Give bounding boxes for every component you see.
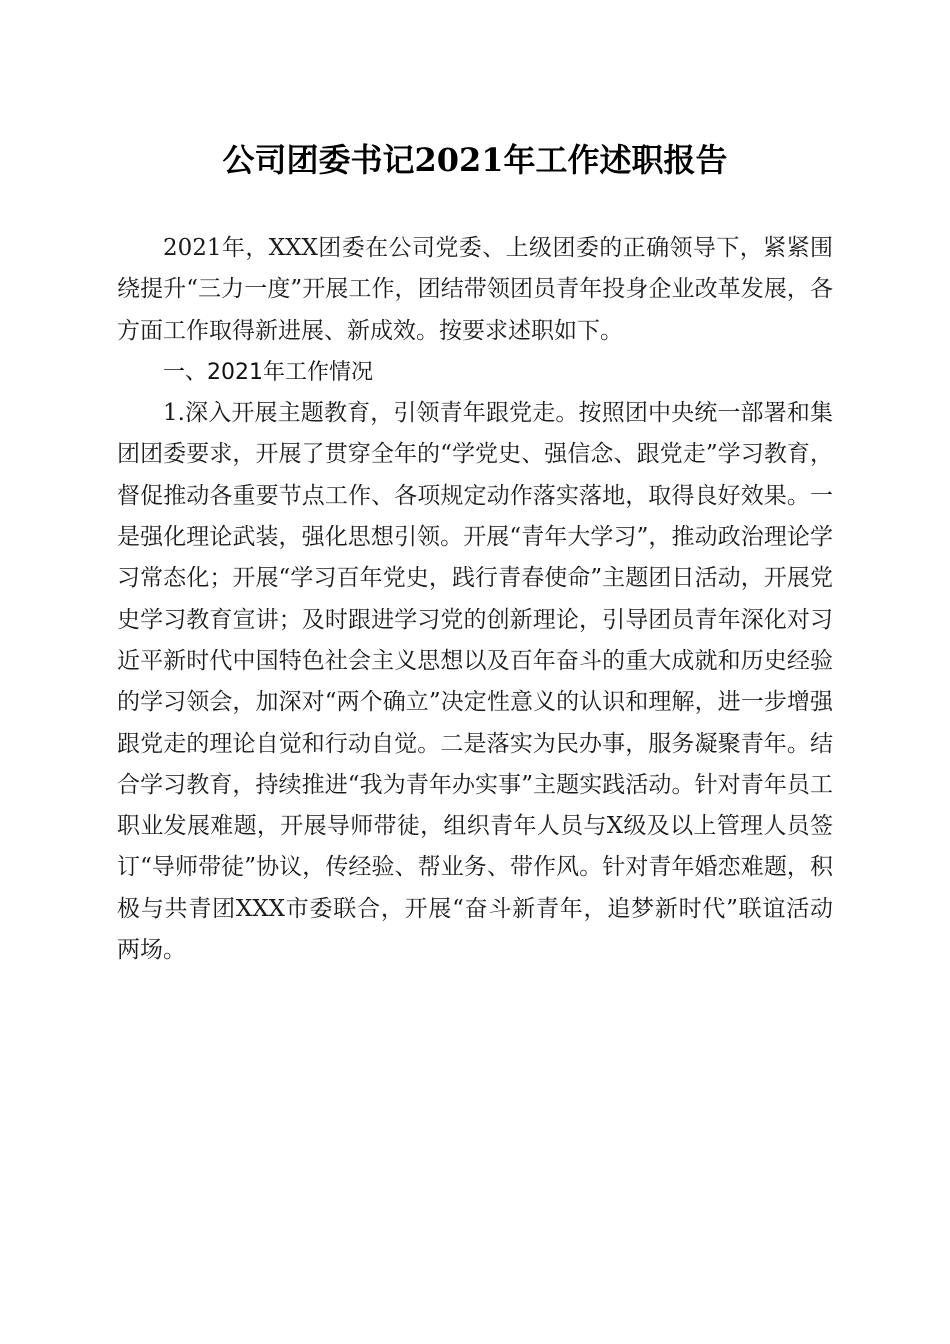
item-paragraph: 1.深入开展主题教育，引领青年跟党走。按照团中央统一部署和集团团委要求，开展了贯穿全年的“学党史、强信念、跟党走”学习教育，督促推动各重要节点工作、各项规定动作落实落地，取得良好效果。一是强化理论武装，强化思想引领。开展“青年大学习”，推动政治理论学习常态化；开展“学习百年党史，践行青春使命”主题团日活动，开展党史学习教育宣讲；及时跟进学习党的创新理论，引导团员青年深化对习近平新时代中国特色社会主义思想以及百年奋斗的重大成就和历史经验的学习领会，加深对“两个确立”决定性意义的认识和理解，进一步增强跟党走的理论自觉和行动自觉。二是落实为民办事，服务凝聚青年。结合学习教育，持续推进“我为青年办实事”主题实践活动。针对青年员工职业发展难题，开展导师带徒，组织青年人员与X级及以上管理人员签订“导师带徒”协议，传经验、帮业务、带作风。针对青年婚恋难题，积极与共青团XXX市委联合，开展“奋斗新青年，追梦新时代”联谊活动两场。 — [117, 400, 833, 964]
section-heading: 一、2021年工作情况 — [163, 359, 373, 385]
document-title: 公司团委书记2021年工作述职报告 — [222, 141, 728, 179]
document-body — [117, 228, 833, 971]
intro-paragraph: 2021年，XXX团委在公司党委、上级团委的正确领导下，紧紧围绕提升“三力一度”开展工作，团结带领团员青年投身企业改革发展，各方面工作取得新进展、新成效。按要求述职如下。 — [117, 235, 833, 344]
